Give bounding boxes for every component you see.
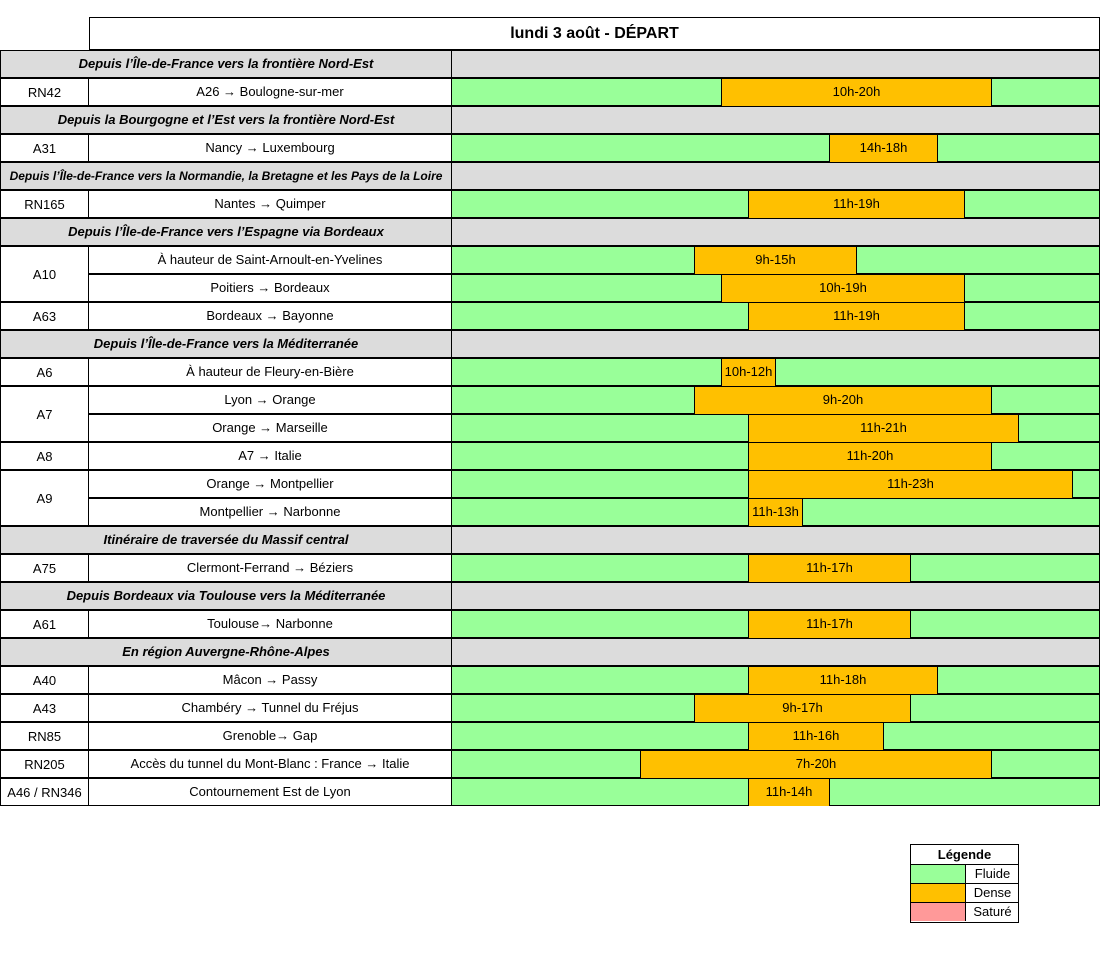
timeline-fluide: [452, 274, 1100, 302]
dense-bar: 9h-20h: [694, 387, 992, 414]
section-title: Depuis la Bourgogne et l’Est vers la frontière Nord-Est: [0, 106, 452, 134]
section-header-fill: [452, 582, 1100, 610]
dense-bar: 11h-13h: [748, 499, 803, 526]
section-title: Depuis l’Île-de-France vers la Méditerranée: [0, 330, 452, 358]
table-row: [0, 666, 1100, 694]
timeline-fluide: [452, 246, 1100, 274]
section-header-row: [0, 330, 1100, 358]
section-title: Depuis l’Île-de-France vers l’Espagne via Bordeaux: [0, 218, 452, 246]
table-row: [0, 358, 1100, 386]
segment-label: Clermont-Ferrand → Béziers: [89, 554, 452, 582]
timeline-fluide: [452, 470, 1100, 498]
segment-label: Accès du tunnel du Mont-Blanc : France → Italie: [89, 750, 452, 778]
table-row: [0, 78, 1100, 106]
dense-bar: 11h-17h: [748, 611, 911, 638]
timeline-fluide: [452, 358, 1100, 386]
legend-label-dense: Dense: [973, 885, 1012, 900]
dense-bar: 11h-23h: [748, 471, 1073, 498]
route-label: RN42: [0, 78, 89, 106]
dense-bar: 10h-19h: [721, 275, 965, 302]
chart-title: lundi 3 août - DÉPART: [89, 17, 1100, 50]
table-row: [0, 722, 1100, 750]
segment-label: Nantes → Quimper: [89, 190, 452, 218]
segment-label: Bordeaux → Bayonne: [89, 302, 452, 330]
route-label: A75: [0, 554, 89, 582]
route-label: A31: [0, 134, 89, 162]
section-title: Depuis Bordeaux via Toulouse vers la Méditerranée: [0, 582, 452, 610]
section-header-fill: [452, 106, 1100, 134]
legend-label-sature: Saturé: [973, 904, 1012, 919]
table-row: [0, 694, 1100, 722]
section-header-fill: [452, 162, 1100, 190]
dense-bar: 10h-12h: [721, 359, 776, 386]
timeline-fluide: [452, 498, 1100, 526]
section-title: En région Auvergne-Rhône-Alpes: [0, 638, 452, 666]
table-row: [0, 778, 1100, 806]
section-title: Depuis l’Île-de-France vers la Normandie, la Bretagne et les Pays de la Loire: [0, 162, 452, 190]
table-row: [0, 442, 1100, 470]
timeline-fluide: [452, 442, 1100, 470]
dense-bar: 7h-20h: [640, 751, 992, 778]
table-row: [0, 498, 1100, 526]
segment-label: Mâcon → Passy: [89, 666, 452, 694]
segment-label: Contournement Est de Lyon: [89, 778, 452, 806]
dense-bar: 9h-15h: [694, 247, 857, 274]
timeline-fluide: [452, 386, 1100, 414]
route-label: A63: [0, 302, 89, 330]
segment-label: Orange → Marseille: [89, 414, 452, 442]
route-label: A46 / RN346: [0, 778, 89, 806]
table-row: [0, 470, 1100, 498]
section-header-row: [0, 162, 1100, 190]
route-label: A7: [0, 386, 89, 442]
dense-bar: 11h-14h: [748, 779, 830, 806]
segment-label: Toulouse→ Narbonne: [89, 610, 452, 638]
legend-item-dense: [911, 884, 1018, 903]
timeline-fluide: [452, 694, 1100, 722]
section-title: Itinéraire de traversée du Massif central: [0, 526, 452, 554]
segment-label: A26 → Boulogne-sur-mer: [89, 78, 452, 106]
section-header-fill: [452, 526, 1100, 554]
route-label: A40: [0, 666, 89, 694]
timeline-fluide: [452, 722, 1100, 750]
legend-item-fluide: [911, 865, 1018, 884]
dense-bar: 14h-18h: [829, 135, 938, 162]
route-label: A43: [0, 694, 89, 722]
legend-swatch-fluide: [911, 865, 966, 883]
dense-bar: 11h-16h: [748, 723, 884, 750]
legend-item-sature: [911, 903, 1018, 922]
section-header-fill: [452, 330, 1100, 358]
legend-swatch-sature: [911, 903, 966, 921]
section-header-fill: [452, 218, 1100, 246]
section-header-fill: [452, 638, 1100, 666]
dense-bar: 11h-20h: [748, 443, 992, 470]
dense-bar: 11h-19h: [748, 303, 965, 330]
segment-label: Poitiers → Bordeaux: [89, 274, 452, 302]
legend-label-fluide: Fluide: [974, 866, 1011, 881]
segment-label: Grenoble→ Gap: [89, 722, 452, 750]
segment-label: Nancy → Luxembourg: [89, 134, 452, 162]
section-header-row: [0, 106, 1100, 134]
dense-bar: 10h-20h: [721, 79, 992, 106]
route-label: A61: [0, 610, 89, 638]
section-header-fill: [452, 50, 1100, 78]
traffic-grid: [0, 50, 1100, 806]
segment-label: À hauteur de Fleury-en-Bière: [89, 358, 452, 386]
legend: [910, 844, 1019, 923]
dense-bar: 11h-21h: [748, 415, 1019, 442]
section-header-row: [0, 50, 1100, 78]
section-header-row: [0, 218, 1100, 246]
route-label: A10: [0, 246, 89, 302]
dense-bar: 11h-18h: [748, 667, 938, 694]
section-header-row: [0, 582, 1100, 610]
segment-label: Montpellier → Narbonne: [89, 498, 452, 526]
table-row: [0, 386, 1100, 414]
timeline-fluide: [452, 134, 1100, 162]
table-row: [0, 302, 1100, 330]
table-row: [0, 190, 1100, 218]
section-header-row: [0, 638, 1100, 666]
route-label: A9: [0, 470, 89, 526]
table-row: [0, 246, 1100, 274]
route-label: RN85: [0, 722, 89, 750]
segment-label: À hauteur de Saint-Arnoult-en-Yvelines: [89, 246, 452, 274]
segment-label: Lyon → Orange: [89, 386, 452, 414]
route-label: A6: [0, 358, 89, 386]
timeline-fluide: [452, 778, 1100, 806]
timeline-fluide: [452, 414, 1100, 442]
dense-bar: 9h-17h: [694, 695, 911, 722]
table-row: [0, 414, 1100, 442]
timeline-fluide: [452, 190, 1100, 218]
section-header-row: [0, 526, 1100, 554]
route-label: RN205: [0, 750, 89, 778]
segment-label: Orange → Montpellier: [89, 470, 452, 498]
legend-swatch-dense: [911, 884, 966, 902]
timeline-fluide: [452, 666, 1100, 694]
dense-bar: 11h-17h: [748, 555, 911, 582]
timeline-fluide: [452, 750, 1100, 778]
route-label: RN165: [0, 190, 89, 218]
timeline-fluide: [452, 78, 1100, 106]
section-title: Depuis l’Île-de-France vers la frontière Nord-Est: [0, 50, 452, 78]
timeline-fluide: [452, 302, 1100, 330]
table-row: [0, 750, 1100, 778]
segment-label: A7 → Italie: [89, 442, 452, 470]
dense-bar: 11h-19h: [748, 191, 965, 218]
route-label: A8: [0, 442, 89, 470]
segment-label: Chambéry → Tunnel du Fréjus: [89, 694, 452, 722]
timeline-fluide: [452, 610, 1100, 638]
legend-title: Légende: [911, 845, 1018, 865]
timeline-fluide: [452, 554, 1100, 582]
table-row: [0, 134, 1100, 162]
table-row: [0, 274, 1100, 302]
table-row: [0, 554, 1100, 582]
table-row: [0, 610, 1100, 638]
